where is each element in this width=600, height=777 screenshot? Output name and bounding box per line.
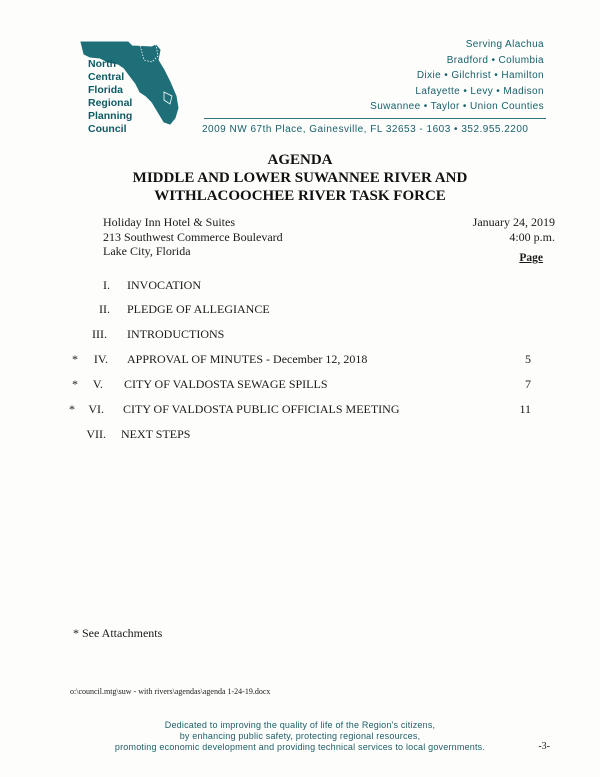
agenda-item-label: CITY OF VALDOSTA PUBLIC OFFICIALS MEETING	[123, 402, 400, 416]
org-name	[88, 58, 132, 136]
page-number: -3-	[538, 741, 550, 752]
attachment-star: *	[72, 377, 78, 391]
org-name-line: Central	[88, 71, 125, 83]
serving-line: Lafayette • Levy • Madison	[415, 85, 544, 97]
item-number: II.	[99, 302, 110, 316]
attachment-star: *	[69, 402, 75, 416]
meeting-datetime	[473, 215, 555, 244]
agenda-title: AGENDA	[267, 152, 333, 168]
org-name-line: North	[88, 58, 116, 70]
council-address: 2009 NW 67th Place, Gainesville, FL 32653 - 1603 • 352.955.2200	[202, 124, 529, 135]
venue-street: 213 Southwest Commerce Boulevard	[103, 229, 283, 244]
council-mission-footer	[0, 720, 600, 753]
serving-line: Suwannee • Taylor • Union Counties	[370, 101, 544, 112]
agenda-item-label: APPROVAL OF MINUTES - December 12, 2018	[127, 352, 368, 366]
agenda-item-label: PLEDGE OF ALLEGIANCE	[127, 302, 270, 316]
serving-line: Serving Alachua	[465, 39, 544, 50]
item-page-number: 5	[525, 352, 531, 366]
org-name-line: Planning	[88, 110, 133, 122]
page-column-header: Page	[519, 252, 543, 264]
footer-line: by enhancing public safety, protecting regional resources,	[179, 731, 421, 741]
agenda-item-label: CITY OF VALDOSTA SEWAGE SPILLS	[124, 377, 328, 391]
org-name-line: Regional	[88, 97, 133, 109]
meeting-date: January 24, 2019	[472, 215, 555, 229]
item-page-number: 7	[525, 377, 531, 391]
meeting-time: 4:00 p.m.	[509, 229, 555, 244]
letterhead-rule	[204, 118, 546, 119]
venue-city: Lake City, Florida	[103, 244, 191, 258]
agenda-item-label: NEXT STEPS	[121, 427, 191, 441]
item-number: III.	[92, 327, 107, 341]
attachment-star: *	[72, 352, 78, 366]
item-number: V.	[92, 377, 103, 391]
attachments-footnote: * See Attachments	[73, 626, 163, 640]
footer-line: Dedicated to improving the quality of life of the Region's citizens,	[164, 720, 436, 730]
org-name-line: Florida	[88, 84, 124, 96]
venue-name: Holiday Inn Hotel & Suites	[103, 215, 235, 229]
agenda-item-label: INVOCATION	[127, 278, 201, 292]
item-number: IV.	[93, 352, 108, 366]
agenda-item-label: INTRODUCTIONS	[127, 327, 225, 341]
meeting-venue	[103, 215, 283, 259]
item-number: I.	[103, 278, 110, 292]
task-force-title-line1: MIDDLE AND LOWER SUWANNEE RIVER AND	[132, 170, 468, 186]
item-number: VII.	[86, 427, 106, 441]
serving-line: Bradford • Columbia	[446, 54, 544, 66]
task-force-title-line2: WITHLACOOCHEE RIVER TASK FORCE	[154, 188, 446, 204]
item-number: VI.	[88, 402, 104, 416]
document-file-path: o:\council.mtg\suw - with rivers\agendas\agenda 1-24-19.docx	[70, 687, 271, 696]
item-page-number: 11	[519, 402, 531, 416]
serving-counties	[370, 37, 544, 115]
serving-line: Dixie • Gilchrist • Hamilton	[416, 70, 544, 81]
footer-line: promoting economic development and providing technical services to local governments.	[114, 742, 486, 752]
org-name-line: Council	[88, 123, 127, 135]
